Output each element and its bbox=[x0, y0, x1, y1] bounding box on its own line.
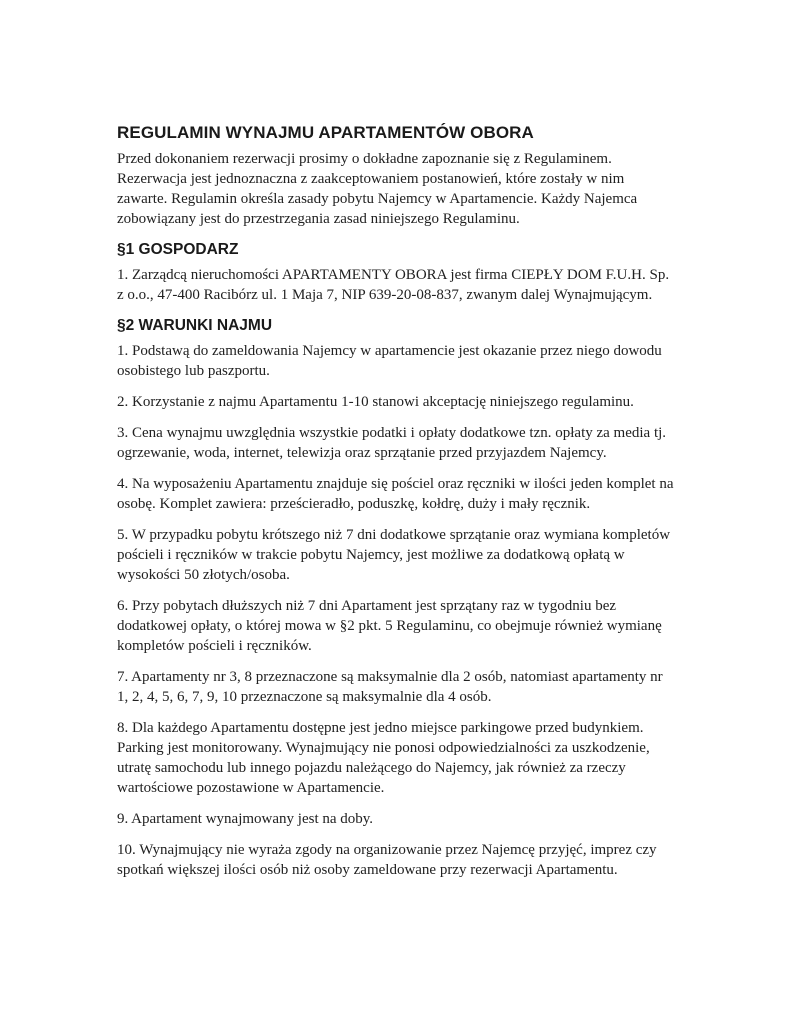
section-2-paragraph-1: 1. Podstawą do zameldowania Najemcy w apartamencie jest okazanie przez niego dowodu osobistego lub paszportu. bbox=[117, 343, 662, 379]
section-2-paragraph-5: 5. W przypadku pobytu krótszego niż 7 dni dodatkowe sprzątanie oraz wymiana kompletów pościeli i ręczników w trakcie pobytu Najemcy, jest możliwe za dodatkową opłatą w wysokości 50 złotych/osoba. bbox=[117, 527, 671, 583]
section-2-paragraph-7: 7. Apartamenty nr 3, 8 przeznaczone są maksymalnie dla 2 osób, natomiast apartamenty nr 1, 2, 4, 5, 6, 7, 9, 10 przeznaczone są maksymalnie dla 4 osób. bbox=[117, 669, 663, 705]
section-2-paragraph-9: 9. Apartament wynajmowany jest na doby. bbox=[117, 811, 374, 827]
document-content bbox=[117, 122, 677, 891]
intro-paragraph: Przed dokonaniem rezerwacji prosimy o dokładne zapoznanie się z Regulaminem. Rezerwacja jest jednoznaczna z zaakceptowaniem postanowień, które zostały w nim zawarte. Regulamin określa zasady pobytu Najemcy w Apartamencie. Każdy Najemca zobowiązany jest do przestrzegania zasad niniejszego Regulaminu. bbox=[117, 151, 638, 227]
section-2-paragraph-2: 2. Korzystanie z najmu Apartamentu 1-10 stanowi akceptację niniejszego regulaminu. bbox=[117, 394, 634, 410]
section-2-paragraph-3: 3. Cena wynajmu uwzględnia wszystkie podatki i opłaty dodatkowe tzn. opłaty za media tj. ogrzewanie, woda, internet, telewizja oraz sprzątanie przed przyjazdem Najemcy. bbox=[117, 425, 667, 461]
section-2-heading: §2 WARUNKI NAJMU bbox=[117, 317, 273, 334]
section-gospodarz bbox=[117, 240, 677, 305]
section-1-heading: §1 GOSPODARZ bbox=[117, 241, 239, 258]
section-2-paragraph-4: 4. Na wyposażeniu Apartamentu znajduje się pościel oraz ręczniki w ilości jeden komplet na osobę. Komplet zawiera: prześcieradło, poduszkę, kołdrę, duży i mały ręcznik. bbox=[117, 476, 674, 512]
section-2-paragraph-8: 8. Dla każdego Apartamentu dostępne jest jedno miejsce parkingowe przed budynkiem. Parking jest monitorowany. Wynajmujący nie ponosi odpowiedzialności za uszkodzenie, utratę samochodu lub innego pojazdu należącego do Najemcy, jak również za rzeczy wartościowe pozostawione w Apartamencie. bbox=[117, 720, 650, 796]
section-2-paragraph-6: 6. Przy pobytach dłuższych niż 7 dni Apartament jest sprzątany raz w tygodniu bez dodatkowej opłaty, o której mowa w §2 pkt. 5 Regulaminu, co obejmuje również wymianę kompletów pościeli i ręczników. bbox=[117, 598, 662, 654]
document-title: REGULAMIN WYNAJMU APARTAMENTÓW OBORA bbox=[117, 123, 534, 142]
section-1-paragraph: 1. Zarządcą nieruchomości APARTAMENTY OBORA jest firma CIEPŁY DOM F.U.H. Sp. z o.o., 47-400 Racibórz ul. 1 Maja 7, NIP 639-20-08-837, zwanym dalej Wynajmującym. bbox=[117, 267, 670, 303]
section-warunki-najmu bbox=[117, 316, 677, 880]
section-2-paragraph-10: 10. Wynajmujący nie wyraża zgody na organizowanie przez Najemcę przyjęć, imprez czy spotkań większej ilości osób niż osoby zameldowane przy rezerwacji Apartamentu. bbox=[117, 842, 657, 878]
